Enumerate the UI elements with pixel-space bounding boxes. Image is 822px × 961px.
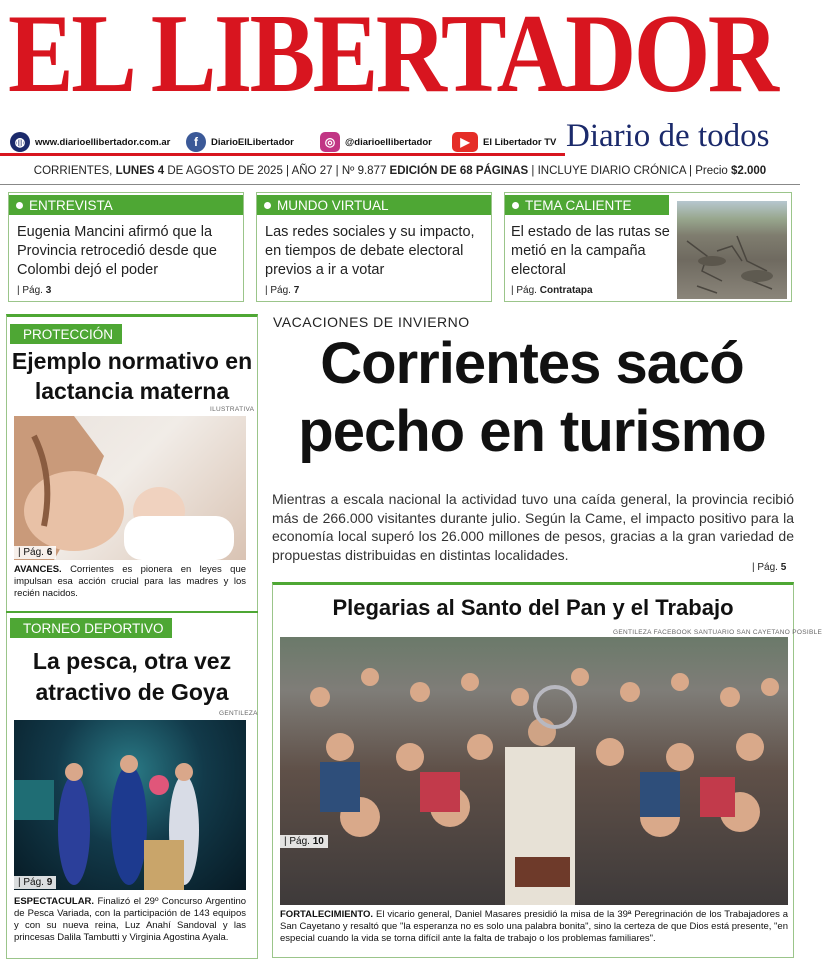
teaser-entrevista[interactable] xyxy=(8,192,244,302)
teaser-text: El estado de las rutas se metió en la campaña electoral xyxy=(511,224,670,278)
instagram-link[interactable] xyxy=(320,131,432,153)
teaser-text: Eugenia Mancini afirmó que la Provincia retrocedió desde que Colombi dejó el poder xyxy=(17,224,217,278)
page-ref xyxy=(280,835,328,848)
crowd-image xyxy=(280,637,788,905)
caption-lead: FORTALECIMIENTO. xyxy=(280,909,374,920)
page-number: 7 xyxy=(293,285,300,296)
page-ref xyxy=(752,562,786,573)
divider xyxy=(0,184,800,185)
bullet-icon xyxy=(16,202,23,209)
tag-label: TEMA CALIENTE xyxy=(525,197,632,213)
page-label: | Pág. xyxy=(511,285,537,296)
dateline-price: $2.000 xyxy=(731,165,767,177)
procession-photo xyxy=(280,637,788,905)
facebook-icon: f xyxy=(186,132,206,152)
page-label: | Pág. xyxy=(752,562,778,573)
teaser-mundo-virtual[interactable] xyxy=(256,192,492,302)
facebook-link[interactable] xyxy=(186,131,294,153)
section-tag xyxy=(9,195,243,215)
photo-credit: ILUSTRATIVA xyxy=(210,406,255,413)
instagram-icon: ◎ xyxy=(320,132,340,152)
caption-lead: ESPECTACULAR. xyxy=(14,896,95,907)
main-kicker: VACACIONES DE INVIERNO xyxy=(273,314,470,330)
road-photo xyxy=(677,201,787,299)
queens-stage-image xyxy=(14,720,246,890)
tag-label: MUNDO VIRTUAL xyxy=(277,197,389,213)
tag-label: ENTREVISTA xyxy=(29,197,113,213)
page-ref xyxy=(265,285,299,296)
dateline-includes: | INCLUYE DIARIO CRÓNICA | Precio xyxy=(531,165,728,177)
youtube-icon: ▶ xyxy=(452,132,478,152)
page-label: | Pág. xyxy=(17,285,43,296)
lactancia-photo xyxy=(14,416,246,560)
page-label: | Pág. xyxy=(18,877,44,888)
section-tag-torneo xyxy=(10,618,172,638)
page-label: | Pág. xyxy=(284,836,310,847)
story-title-pesca[interactable]: La pesca, otra vez atractivo de Goya xyxy=(32,648,232,705)
road-cracks-image xyxy=(677,201,787,299)
page-label: | Pág. xyxy=(265,285,291,296)
photo-story-title[interactable]: Plegarias al Santo del Pan y el Trabajo xyxy=(332,595,734,620)
website-link[interactable] xyxy=(10,131,170,153)
bullet-icon xyxy=(264,202,271,209)
photo-credit: GENTILEZA xyxy=(219,710,258,717)
main-headline[interactable]: Corrientes sacó pecho en turismo xyxy=(298,331,766,464)
dateline xyxy=(0,165,800,177)
dateline-edition: EDICIÓN DE 68 PÁGINAS xyxy=(389,165,529,177)
page-number: 3 xyxy=(45,285,52,296)
page-ref xyxy=(17,285,51,296)
page-ref xyxy=(14,546,56,559)
main-lead: Mientras a escala nacional la actividad tuvo una caída general, la provincia recibió más de 266.000 visitantes durante julio. Según la Came, el impacto positivo para la economía local superó los 26.000 millones de pesos, gracias a la gran variedad de propuestas distribuidas en distintas localidades. xyxy=(272,491,794,563)
photo-caption-procession xyxy=(280,909,788,945)
page-number: 9 xyxy=(46,877,53,888)
section-tag xyxy=(505,195,669,215)
page-ref xyxy=(511,285,593,296)
tag-label: TORNEO DEPORTIVO xyxy=(23,620,164,636)
facebook-handle: DiarioElLibertador xyxy=(211,136,294,148)
pesca-photo xyxy=(14,720,246,890)
dateline-city: CORRIENTES, xyxy=(33,165,113,177)
divider xyxy=(6,611,258,613)
newspaper-title: EL LIBERTADOR xyxy=(8,0,777,116)
teaser-text: Las redes sociales y su impacto, en tiempos de debate electoral previos a ir a votar xyxy=(265,224,475,278)
youtube-link[interactable] xyxy=(452,131,556,153)
masthead xyxy=(0,0,800,120)
website-url: www.diarioellibertador.com.ar xyxy=(35,136,171,148)
youtube-channel: El Libertador TV xyxy=(483,136,557,148)
dateline-day: LUNES 4 xyxy=(115,165,165,177)
page-number: 10 xyxy=(312,836,324,847)
story-title-lactancia[interactable]: Ejemplo normativo en lactancia materna xyxy=(11,348,253,404)
newspaper-slogan: Diario de todos xyxy=(566,118,770,154)
photo-caption-pesca xyxy=(14,896,246,944)
instagram-handle: @diarioellibertador xyxy=(345,136,432,148)
photo-credit: GENTILEZA FACEBOOK SANTUARIO SAN CAYETANO POSIBLE xyxy=(613,629,822,636)
page-number: 5 xyxy=(780,562,787,573)
teaser-tema-caliente[interactable] xyxy=(504,192,792,302)
section-tag-proteccion xyxy=(10,324,122,344)
page-number: 6 xyxy=(46,547,53,558)
caption-text: El vicario general, Daniel Masares presidió la misa de la 39ª Peregrinación de los Trabajadores a San Cayetano y resaltó que "la esperanza no es solo una palabra bonita", sino la certeza de que Dios está presente, "en especial cuando la vida se torna difícil ante la falta de trabajo o los problemas familiares". xyxy=(280,909,789,944)
bullet-icon xyxy=(512,202,519,209)
tag-label: PROTECCIÓN xyxy=(23,326,114,342)
masthead-rule xyxy=(0,153,565,156)
mother-baby-image xyxy=(14,416,246,560)
dateline-issue: DE AGOSTO DE 2025 | AÑO 27 | Nº 9.877 xyxy=(167,165,387,177)
page-number: Contratapa xyxy=(539,285,593,296)
page-label: | Pág. xyxy=(18,547,44,558)
section-tag xyxy=(257,195,491,215)
photo-caption-lactancia xyxy=(14,564,246,600)
page-ref xyxy=(14,876,56,889)
caption-text: Corrientes es pionera en leyes que impulsan esa acción crucial para las madres y los recién nacidos. xyxy=(14,564,247,599)
globe-icon: ◍ xyxy=(10,132,30,152)
caption-text: Finalizó el 29º Concurso Argentino de Pesca Variada, con la participación de 143 equipos y con su nueva reina, Luz Anahí Sandoval y las princesas Dalila Tambutti y Virginia Agostina Ayala. xyxy=(14,896,247,943)
caption-lead: AVANCES. xyxy=(14,564,62,575)
